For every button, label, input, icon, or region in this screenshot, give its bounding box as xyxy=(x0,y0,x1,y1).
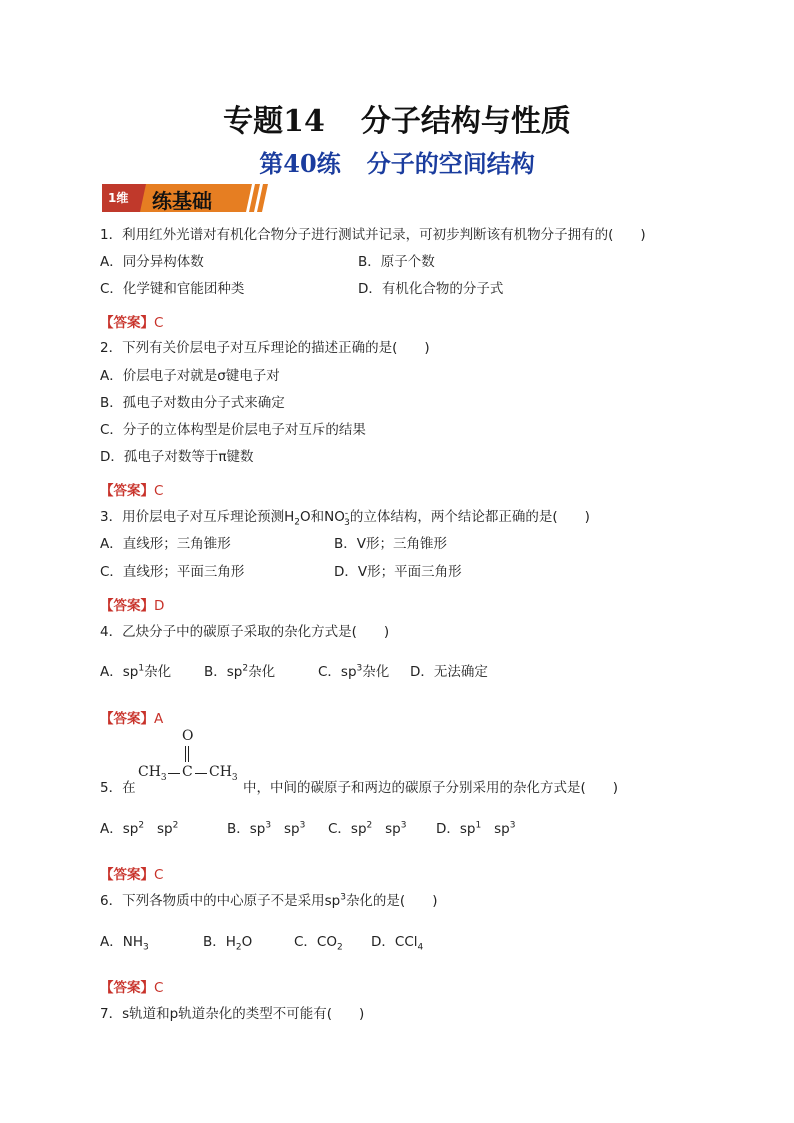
q1-stem: 1．利用红外光谱对有机化合物分子进行测试并记录，可初步判断该有机物分子拥有的( ) xyxy=(100,227,646,243)
q5-answer: 【答案】C xyxy=(100,867,164,883)
q5-option-c: C．$sp^2$ $sp^3$ xyxy=(328,820,407,837)
q6-option-c: C．$CO_2$ xyxy=(294,934,343,953)
q6-answer: 【答案】C xyxy=(100,980,164,996)
q1-answer: 【答案】C xyxy=(100,315,164,331)
q3-option-d: D．V形；平面三角形 xyxy=(334,564,462,580)
q2-option-b: B．孤电子对数由分子式来确定 xyxy=(100,395,285,411)
q3-option-c: C．直线形；平面三角形 xyxy=(100,564,245,580)
q4-stem: 4．乙炔分子中的碳原子采取的杂化方式是( ) xyxy=(100,624,390,640)
q2-option-d: D．孤电子对数等于π键数 xyxy=(100,449,254,465)
q2-option-a: A．价层电子对就是σ键电子对 xyxy=(100,368,280,384)
q1-option-c: C．化学键和官能团种类 xyxy=(100,281,245,297)
q3-stem: 3．用价层电子对互斥理论预测$H_2O$和$NO^-_3$的立体结构，两个结论都正确的是( ) xyxy=(100,508,590,528)
q4-answer: 【答案】A xyxy=(100,711,164,727)
q4-option-a: A．$sp^1$杂化 xyxy=(100,663,172,680)
q5-stem-post: 中，中间的碳原子和两边的碳原子分别采用的杂化方式是( ) xyxy=(243,780,619,796)
q2-stem: 2．下列有关价层电子对互斥理论的描述正确的是( ) xyxy=(100,340,430,356)
q5-option-a: A．$sp^2$ $sp^2$ xyxy=(100,820,179,837)
q4-option-c: C．$sp^3$杂化 xyxy=(318,663,390,680)
q3-option-a: A．直线形；三角锥形 xyxy=(100,536,231,552)
q7-stem: 7．s轨道和p轨道杂化的类型不可能有( ) xyxy=(100,1006,365,1022)
q6-stem: 6．下列各物质中的中心原子不是采用$sp^3$杂化的是( ) xyxy=(100,892,438,909)
acetone-structure: O $CH_3$ C $CH_3$ xyxy=(138,728,238,783)
section-banner xyxy=(102,182,272,214)
page-subtitle: 第40练 分子的空间结构 xyxy=(259,149,535,178)
q1-option-a: A．同分异构体数 xyxy=(100,254,204,270)
page-title: 专题14 分子结构与性质 xyxy=(223,104,571,139)
q3-answer: 【答案】D xyxy=(100,598,165,614)
q5-option-d: D．$sp^1$ $sp^3$ xyxy=(436,820,516,837)
q4-option-d: D．无法确定 xyxy=(410,664,488,680)
q5-option-b: B．$sp^3$ $sp^3$ xyxy=(227,820,306,837)
banner-badge: 1维 xyxy=(108,191,129,205)
q6-option-d: D．CCl$_4$ xyxy=(371,934,424,953)
q1-option-b: B．原子个数 xyxy=(358,254,435,270)
q2-option-c: C．分子的立体构型是价层电子对互斥的结果 xyxy=(100,422,366,438)
q5-stem-pre: 5．在 xyxy=(100,780,136,796)
banner-label: 练基础 xyxy=(152,189,212,213)
q4-option-b: B．$sp^2$杂化 xyxy=(204,663,276,680)
q6-option-b: B．$H_2O$ xyxy=(203,934,253,953)
q1-option-d: D．有机化合物的分子式 xyxy=(358,281,504,297)
q3-option-b: B．V形；三角锥形 xyxy=(334,536,447,552)
q6-option-a: A．$NH_3$ xyxy=(100,934,149,953)
q2-answer: 【答案】C xyxy=(100,483,164,499)
